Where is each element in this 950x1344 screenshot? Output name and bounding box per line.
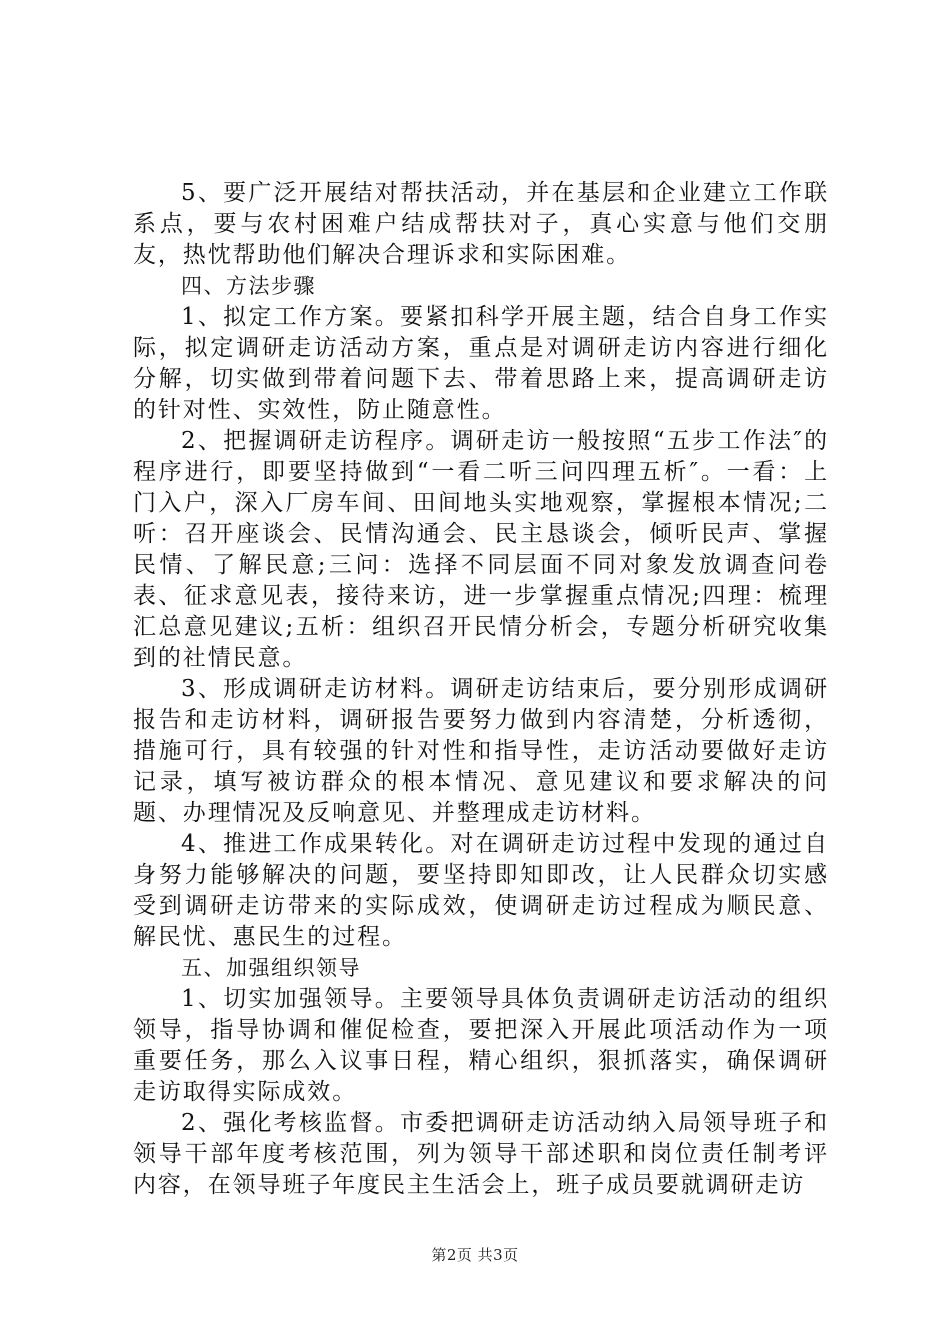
paragraph-leadership-2-assessment: 2、强化考核监督。市委把调研走访活动纳入局领导班子和领导干部年度考核范围，列为领导干部述职和岗位责任制考评内容，在领导班子年度民主生活会上，班子成员要就调研走访	[133, 1110, 829, 1198]
page-footer	[0, 1245, 950, 1265]
section-heading-methods-steps: 四、方法步骤	[181, 274, 316, 298]
section-heading-organization-leadership: 五、加强组织领导	[181, 956, 361, 980]
page-number-indicator: 第2页 共3页	[431, 1246, 519, 1264]
paragraph-step-4-results-transformation: 4、推进工作成果转化。对在调研走访过程中发现的通过自身努力能够解决的问题，要坚持即知即改，让人民群众切实感受到调研走访带来的实际成效，使调研走访过程成为顺民意、解民忧、惠民生的过程。	[133, 831, 829, 950]
paragraph-step-3-research-materials: 3、形成调研走访材料。调研走访结束后，要分别形成调研报告和走访材料，调研报告要努力做到内容清楚，分析透彻，措施可行，具有较强的针对性和指导性，走访活动要做好走访记录，填写被访群众的根本情况、意见建议和要求解决的问题、办理情况及反响意见、并整理成走访材料。	[133, 676, 829, 826]
paragraph-step-1-work-plan: 1、拟定工作方案。要紧扣科学开展主题，结合自身工作实际，拟定调研走访活动方案，重点是对调研走访内容进行细化分解，切实做到带着问题下去、带着思路上来，提高调研走访的针对性、实效性，防止随意性。	[133, 304, 829, 423]
paragraph-leadership-1-strengthen: 1、切实加强领导。主要领导具体负责调研走访活动的组织领导，指导协调和催促检查，要把深入开展此项活动作为一项重要任务，那么入议事日程，精心组织，狠抓落实，确保调研走访取得实际成效。	[133, 986, 829, 1105]
paragraph-item-5-pairing-assistance: 5、要广泛开展结对帮扶活动，并在基层和企业建立工作联系点，要与农村困难户结成帮扶对子，真心实意与他们交朋友，热忱帮助他们解决合理诉求和实际困难。	[133, 180, 829, 268]
paragraph-step-2-research-procedure: 2、把握调研走访程序。调研走访一般按照“五步工作法″的程序进行，即要坚持做到“一看二听三问四理五析″。一看：上门入户，深入厂房车间、田间地头实地观察，掌握根本情况;二听：召开座谈会、民情沟通会、民主恳谈会，倾听民声、掌握民情、了解民意;三问：选择不同层面不同对象发放调查问卷表、征求意见表，接待来访，进一步掌握重点情况;四理：梳理汇总意见建议;五析：组织召开民情分析会，专题分析研究收集到的社情民意。	[133, 428, 829, 671]
document-body	[133, 178, 829, 1201]
